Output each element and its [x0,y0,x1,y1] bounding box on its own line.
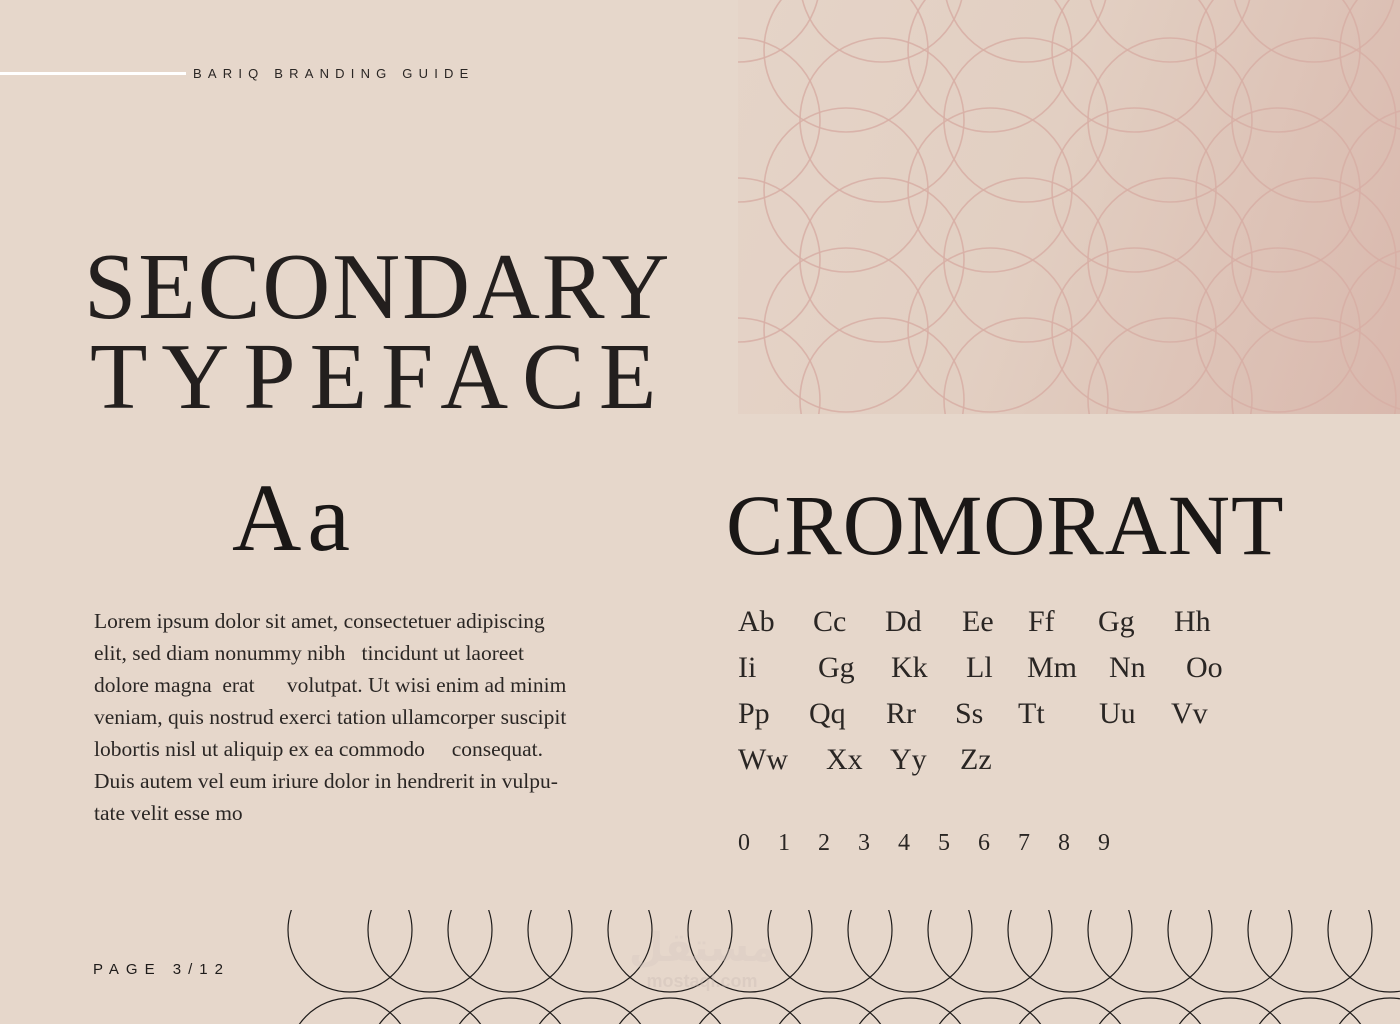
letter-pair: Dd [885,605,922,638]
header-rule [0,72,186,75]
letter-pair: Mm [1027,651,1078,684]
brand-guide-label: BARIQ BRANDING GUIDE [193,66,475,81]
letter-pair: Ss [955,697,984,730]
pattern-circle [908,0,1072,132]
page-title-line-2: TYPEFACE [90,325,671,429]
letter-pair: Ab [738,605,775,638]
letter-pair: Ff [1028,605,1055,638]
body-copy-line: Duis autem vel eum iriure dolor in hendrerit in vulpu- [94,769,558,793]
body-copy-line: elit, sed diam nonummy nibh tincidunt ut laoreet [94,641,524,665]
arc-circle [1328,910,1400,992]
body-copy-sample [94,605,654,829]
numerals-specimen: 0 1 2 3 4 5 6 7 8 9 [738,830,1121,856]
alphabet-row [738,743,1338,789]
letter-pair: Uu [1099,697,1136,730]
glyph-specimen: Aa [232,464,356,571]
letter-pair: Ee [962,605,994,638]
watermark-url: mostaql.com [646,971,758,991]
arc-circle [1168,998,1292,1024]
letter-pair: Gg [1098,605,1135,638]
pattern-circle [800,0,964,62]
arc-circle [288,998,412,1024]
alphabet-row [738,697,1338,743]
letter-pair: Qq [809,697,846,730]
arc-circle [368,998,492,1024]
arc-circle [848,998,972,1024]
body-copy-line: lobortis nisl ut aliquip ex ea commodo consequat. [94,737,544,761]
pattern-circle [1232,0,1396,62]
letter-pair: Xx [826,743,863,776]
pattern-circle [1340,108,1400,272]
letter-pair: Zz [960,743,992,776]
letter-pair: Kk [891,651,928,684]
arc-circle [1008,998,1132,1024]
letter-pair: Nn [1109,651,1146,684]
pattern-circle [738,38,820,202]
alphabet-specimen [738,605,1338,789]
pattern-circle [1088,0,1252,62]
pattern-circle [764,0,928,132]
arc-circle [1248,998,1372,1024]
arc-circle [928,998,1052,1024]
pattern-circle [1232,318,1396,414]
letter-pair: Hh [1174,605,1211,638]
body-copy-line: dolore magna erat volutpat. Ut wisi enim ad minim [94,673,567,697]
letter-pair: Vv [1171,697,1208,730]
body-copy-line: veniam, quis nostrud exerci tation ullamcorper suscipit [94,705,567,729]
letter-pair: Oo [1186,651,1223,684]
pattern-circle [944,0,1108,62]
body-copy-line: tate velit esse mo [94,801,243,825]
letter-pair: Gg [818,651,855,684]
arc-circle [1088,998,1212,1024]
letter-pair: Yy [890,743,927,776]
arc-circle [1328,998,1400,1024]
watermark-logo [612,925,792,1005]
circle-pattern-graphic [738,0,1400,414]
circle-pattern-panel [738,0,1400,414]
watermark-script: مستقل [628,925,776,971]
font-name: CROMORANT [726,477,1285,573]
letter-pair: Tt [1018,697,1045,730]
pattern-circle [738,0,820,62]
letter-pair: Ll [966,651,993,684]
pattern-circle [944,318,1108,414]
pattern-circle [1340,0,1400,132]
page-title-line-1: SECONDARY [84,235,672,339]
arc-circle [448,998,572,1024]
body-copy-line: Lorem ipsum dolor sit amet, consectetuer adipiscing [94,609,545,633]
pattern-circle [1196,0,1360,132]
letter-pair: Rr [886,697,916,730]
letter-pair: Pp [738,697,770,730]
letter-pair: Ww [738,743,788,776]
alphabet-row [738,605,1338,651]
pattern-circle [1340,248,1400,412]
letter-pair: Ii [738,651,757,684]
alphabet-row [738,651,1338,697]
letter-pair: Cc [813,605,847,638]
pattern-circle [1052,0,1216,132]
page-number: PAGE 3/12 [93,961,230,978]
pattern-circle [1088,318,1252,414]
pattern-circle [738,178,820,342]
pattern-circle [800,318,964,414]
